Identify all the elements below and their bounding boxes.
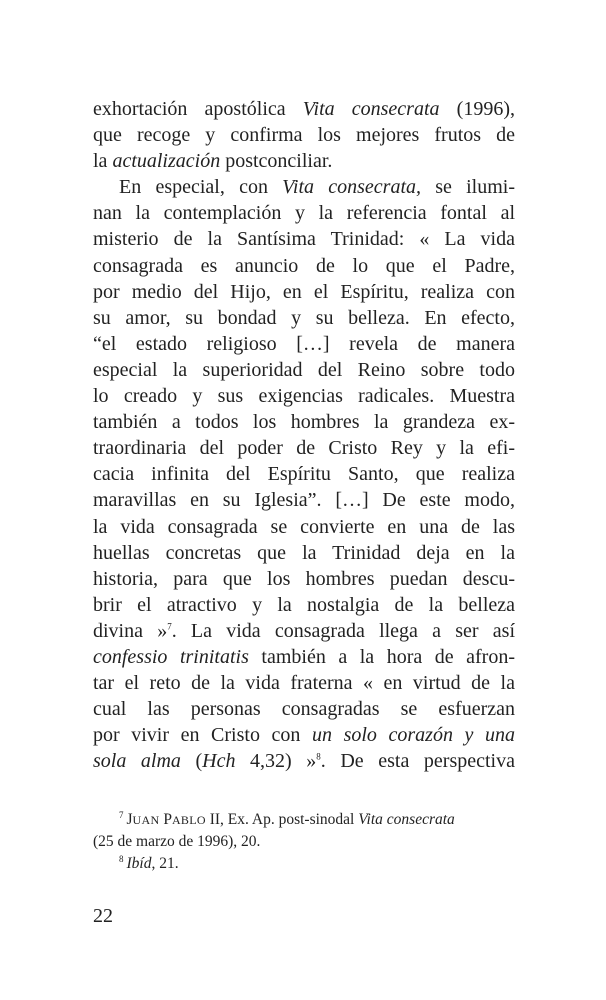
text-line: cual las personas consagradas se esfuerzan [93, 698, 515, 721]
italic-text: confessio trinitatis [93, 645, 249, 668]
text-line: tar el reto de la vida fraterna « en virtud de la [93, 672, 515, 695]
text-line: su amor, su bondad y su belleza. En efecto, [93, 306, 515, 329]
italic-text: actualización [112, 150, 221, 173]
text-line: nan la contemplación y la referencia fontal al [93, 202, 515, 225]
text-line: maravillas en su Iglesia”. […] De este modo, [93, 489, 515, 512]
footnote-marker: 8 [119, 853, 124, 864]
text-line: exhortación apostólica Vita consecrata (1996), [93, 98, 515, 120]
main-text [93, 96, 515, 774]
footnote-reference: 7 [167, 621, 172, 632]
footnotes [93, 809, 515, 875]
italic-text: Vita consecrata, [282, 176, 421, 199]
text-line: huellas concretas que la Trinidad deja en la [93, 541, 515, 564]
italic-text: Ibíd [126, 855, 152, 872]
footnote-line: $^8$ Ibíd, 21. [119, 853, 179, 872]
text-line: la vida consagrada se convierte en una de las [93, 515, 515, 538]
paragraph [93, 174, 515, 774]
italic-text: Hch [202, 750, 236, 773]
italic-text: Vita consecrata [358, 811, 455, 828]
text-line: cacia infinita del Espíritu Santo, que realiza [93, 463, 515, 486]
text-line: historia, para que los hombres puedan descu- [93, 567, 515, 590]
footnote [93, 809, 515, 853]
page-number: 22 [93, 905, 113, 927]
text-line: también a todos los hombres la grandeza ex- [93, 411, 515, 434]
text-line: por vivir en Cristo con un solo corazón y una [93, 724, 515, 747]
footnote-reference: 8 [316, 751, 321, 762]
text-line: traordinaria del poder de Cristo Rey y la efi- [93, 437, 515, 460]
text-line: consagrada es anuncio de lo que el Padre, [93, 254, 515, 277]
footnote-marker: 7 [119, 809, 124, 820]
text-line: sola alma (Hch 4,32) »$^8$. De esta perspectiva [93, 750, 515, 773]
text-line: En especial, con Vita consecrata, se ilumi- [119, 176, 515, 199]
text-line: la actualización postconciliar. [93, 150, 333, 173]
text-line: especial la superioridad del Reino sobre todo [93, 358, 515, 381]
text-line: que recoge y confirma los mejores frutos de [93, 124, 515, 147]
paragraph [93, 96, 515, 174]
text-line: divina »$^7$. La vida consagrada llega a ser así [93, 619, 515, 642]
text-line: lo creado y sus exigencias radicales. Muestra [93, 385, 515, 408]
text-line: confessio trinitatis también a la hora de afron- [93, 645, 515, 668]
footnote-line: (25 de marzo de 1996), 20. [93, 833, 261, 850]
text-line: “el estado religioso […] revela de manera [93, 332, 515, 355]
footnote-line: $^7$ JUAN PABLO II, Ex. Ap. post-sinodal Vita consecrata [119, 809, 455, 828]
italic-text: sola alma [93, 750, 181, 773]
italic-text: un solo corazón y una [312, 724, 515, 747]
footnote [93, 853, 515, 875]
text-line: brir el atractivo y la nostalgia de la belleza [93, 593, 515, 616]
text-line: por medio del Hijo, en el Espíritu, realiza con [93, 280, 515, 303]
italic-text: Vita consecrata [302, 98, 440, 120]
author-name-small-caps: JUAN PABLO [126, 811, 206, 828]
text-line: misterio de la Santísima Trinidad: « La vida [93, 228, 515, 251]
